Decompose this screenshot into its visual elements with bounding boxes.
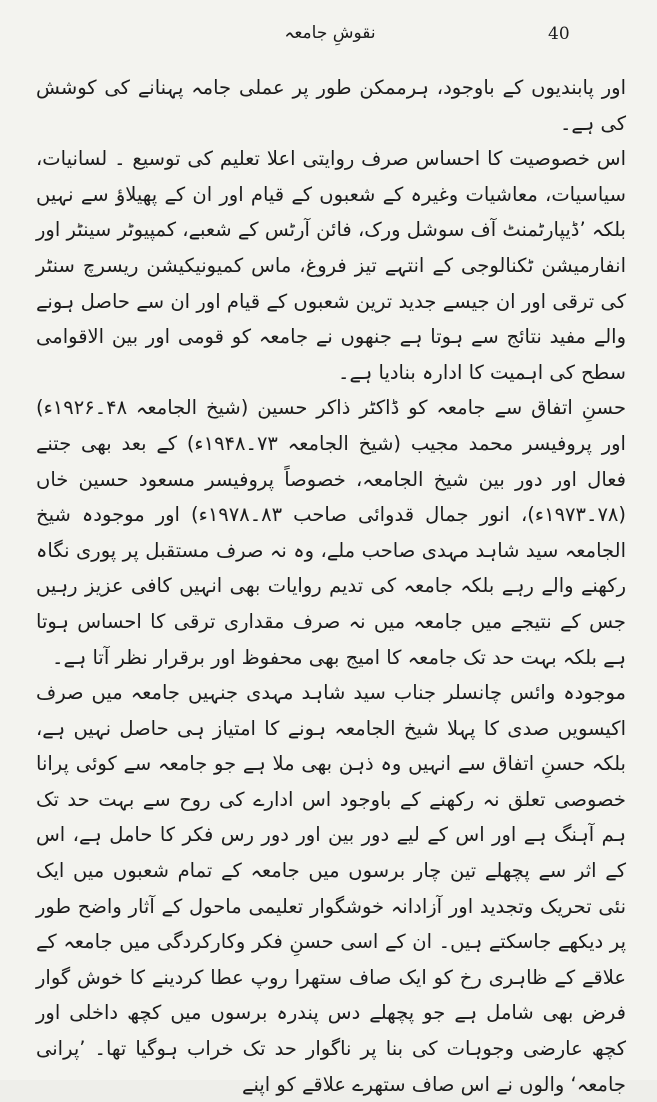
- page-number: 40: [548, 24, 570, 44]
- body-text: [36, 70, 626, 1102]
- paragraph: اور پابندیوں کے باوجود، ہرممکن طور پر عملی جامہ پہنانے کی کوشش کی ہے۔: [36, 76, 626, 135]
- running-title: نقوشِ جامعہ: [284, 23, 376, 43]
- paragraph: اس خصوصیت کا احساس صرف روایتی اعلا تعلیم کی توسیع ۔ لسانیات، سیاسیات، معاشیات وغیرہ کے شعبوں کے قیام اور ان کے پھیلاؤ سے نہیں بلکہ ’ڈیپارٹمنٹ آف سوشل ورک، فائن آرٹس کے شعبے، کمپیوٹر سینٹر اور انفارمیشن ٹکنالوجی کے انتہے تیز فروغ، ماس کمیونیکیشن ریسرچ سنٹر کی ترقی اور ان جیسے جدید ترین شعبوں کے قیام اور ان سے حاصل ہونے والے مفید نتائج سے ہوتا ہے جنھوں نے جامعہ کو قومی اور بین الاقوامی سطح کی اہمیت کا ادارہ بنادیا ہے۔: [36, 147, 626, 384]
- page-header: [0, 22, 657, 52]
- paragraph: حسنِ اتفاق سے جامعہ کو ڈاکٹر ذاکر حسین (شیخ الجامعہ ۴۸۔۱۹۲۶ء) اور پروفیسر محمد مجیب (شیخ الجامعہ ۷۳۔۱۹۴۸ء) کے بعد بھی جتنے فعال اور دور بین شیخ الجامعہ، خصوصاً پروفیسر مسعود حسین خاں (۷۸۔۱۹۷۳ء)، انور جمال قدوائی صاحب ۸۳۔۱۹۷۸ء) اور موجودہ شیخ الجامعہ سید شاہد مہدی صاحب ملے، وہ نہ صرف مستقبل پر پوری نگاہ رکھنے والے رہے بلکہ جامعہ کی تدیم روایات بھی انہیں کافی عزیز رہیں جس کے نتیجے میں جامعہ میں نہ صرف مقداری ترقی کا احساس ہوتا ہے بلکہ بہت حد تک جامعہ کا امیج بھی محفوظ اور برقرار نظر آتا ہے۔: [36, 396, 626, 669]
- paragraph: موجودہ وائس چانسلر جناب سید شاہد مہدی جنہیں جامعہ میں صرف اکیسویں صدی کا پہلا شیخ الجامعہ ہونے کا امتیاز ہی حاصل نہیں ہے، بلکہ حسنِ اتفاق سے انہیں وہ ذہن بھی ملا ہے جو جامعہ سے کوئی پرانا خصوصی تعلق نہ رکھنے کے باوجود اس ادارے کی روح سے بہت حد تک ہم آہنگ ہے اور اس کے لیے دور بین اور دور رس فکر کا حامل ہے، اس کے اثر سے پچھلے تین چار برسوں میں جامعہ کے تمام شعبوں میں ایک نئی تحریک وتجدید اور آزادانہ خوشگوار تعلیمی ماحول کے آثار واضح طور پر دیکھے جاسکتے ہیں۔ ان کے اسی حسنِ فکر وکارکردگی میں جامعہ کے علاقے کے ظاہری رخ کو ایک صاف ستھرا روپ عطا کردینے کا خوش گوار فرض بھی شامل ہے جو پچھلے دس پندرہ برسوں میں کچھ داخلی اور کچھ عارضی وجوہات کی بنا پر ناگوار حد تک خراب ہوگیا تھا۔ ’پرانی جامعہ‘ والوں نے اس صاف ستھرے علاقے کو اپنے: [36, 681, 626, 1096]
